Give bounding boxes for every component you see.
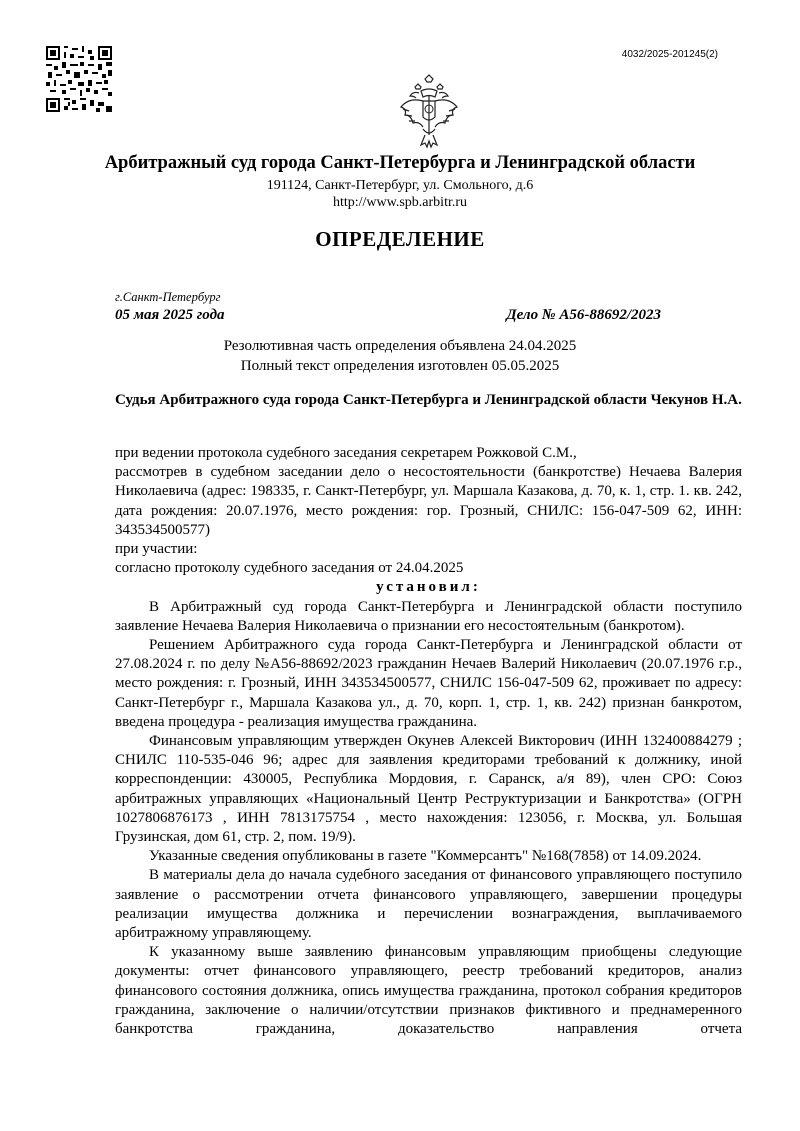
court-name: Арбитражный суд города Санкт-Петербурга и Ленинградской области [104, 153, 696, 173]
paragraph-protocol: согласно протоколу судебного заседания от 24.04.2025 [115, 560, 464, 577]
paragraph-secretary: при ведении протокола судебного заседания секретарем Рожковой С.М., [115, 445, 577, 461]
resolution-announced: Резолютивная часть определения объявлена 24.04.2025 [223, 338, 577, 354]
full-text-prepared: Полный текст определения изготовлен 05.05.2025 [240, 358, 560, 374]
paragraph-documents: К указанному выше заявлению финансовым управляющим приобщены следующие документы: отчет финансового управляющего, реестр требований кредиторов, анализ финансового состояния должника, опись имущества гражданина, протокол собрания кредиторов гражданина, заключение о наличии/отсутствии признаков фиктивного и преднамеренного банкротства гражданина, доказательство направления отчета [115, 944, 742, 1038]
document-title: ОПРЕДЕЛЕНИЕ [315, 227, 485, 251]
heading-ustanovil: установил: [376, 579, 481, 596]
court-website: http://www.spb.arbitr.ru [332, 195, 468, 210]
document-number: 4032/2025-201245(2) [621, 49, 718, 60]
resolution-info [0, 336, 800, 376]
paragraph-application: В Арбитражный суд города Санкт-Петербурга и Ленинградской области поступило заявление Нечаева Валерия Николаевича о признании его несостоятельным (банкротом). [115, 598, 742, 634]
court-address-block [0, 177, 800, 211]
paragraph-report: В материалы дела до начала судебного заседания от финансового управляющего поступило заявление о рассмотрении отчета финансового управляющего, завершении процедуры реализации имущества должника и перечислении вознаграждения, выплачиваемого арбитражному управляющему. [115, 867, 742, 942]
coat-of-arms-icon [397, 73, 461, 153]
paragraph-case-description: рассмотрев в судебном заседании дело о несостоятельности (банкротстве) Нечаева Валерия Николаевича (адрес: 198335, г. Санкт-Петербург, ул. Маршала Казакова, д. 70, к. 1, стр. 1. кв. 242, дата рождения: 20.07.1976, место рождения: гор. Грозный, СНИЛС: 156-047-509 62, ИНН: 343534500577) [115, 464, 742, 538]
case-number: Дело № А56-88692/2023 [506, 307, 661, 323]
document-date: 05 мая 2025 года [115, 307, 225, 323]
city: г.Санкт-Петербург [115, 290, 221, 304]
paragraph-decision: Решением Арбитражного суда города Санкт-Петербурга и Ленинградской области от 27.08.2024 г. по делу №А56-88692/2023 гражданин Нечаев Валерий Николаевич (20.07.1976 г.р., место рождения: г. Грозный, ИНН 343534500577, СНИЛС 156-047-509 62, проживает по адресу: Санкт-Петербург г., Маршала Казакова ул., д. 70, корп. 1, стр. 1, кв. 242) признан банкротом, введена процедура - реализация имущества гражданина. [115, 637, 742, 730]
judge-line: Судья Арбитражного суда города Санкт-Петербурга и Ленинградской области Чекунов Н.А. [115, 392, 742, 408]
paragraph-manager: Финансовым управляющим утвержден Окунев Алексей Викторович (ИНН 132400884279 ; СНИЛС 110-535-046 96; адрес для заявления кредиторами требований к должнику, иной корреспонденции: 430005, Республика Мордовия, г. Саранск, а/я 89), член СРО: Союз арбитражных управляющих «Национальный Центр Реструктуризации и Банкротства» (ОГРН 1027806876173 , ИНН 7813175754 , место нахождения: 123056, г. Москва, ул. Большая Грузинская, дом 61, стр. 2, пом. 19/9). [115, 733, 742, 846]
qr-code [46, 46, 112, 112]
document-body [115, 444, 742, 1039]
paragraph-publication: Указанные сведения опубликованы в газете "Коммерсантъ" №168(7858) от 14.09.2024. [149, 848, 702, 865]
paragraph-participation: при участии: [115, 541, 198, 558]
court-address: 191124, Санкт-Петербург, ул. Смольного, д.6 [266, 178, 534, 193]
